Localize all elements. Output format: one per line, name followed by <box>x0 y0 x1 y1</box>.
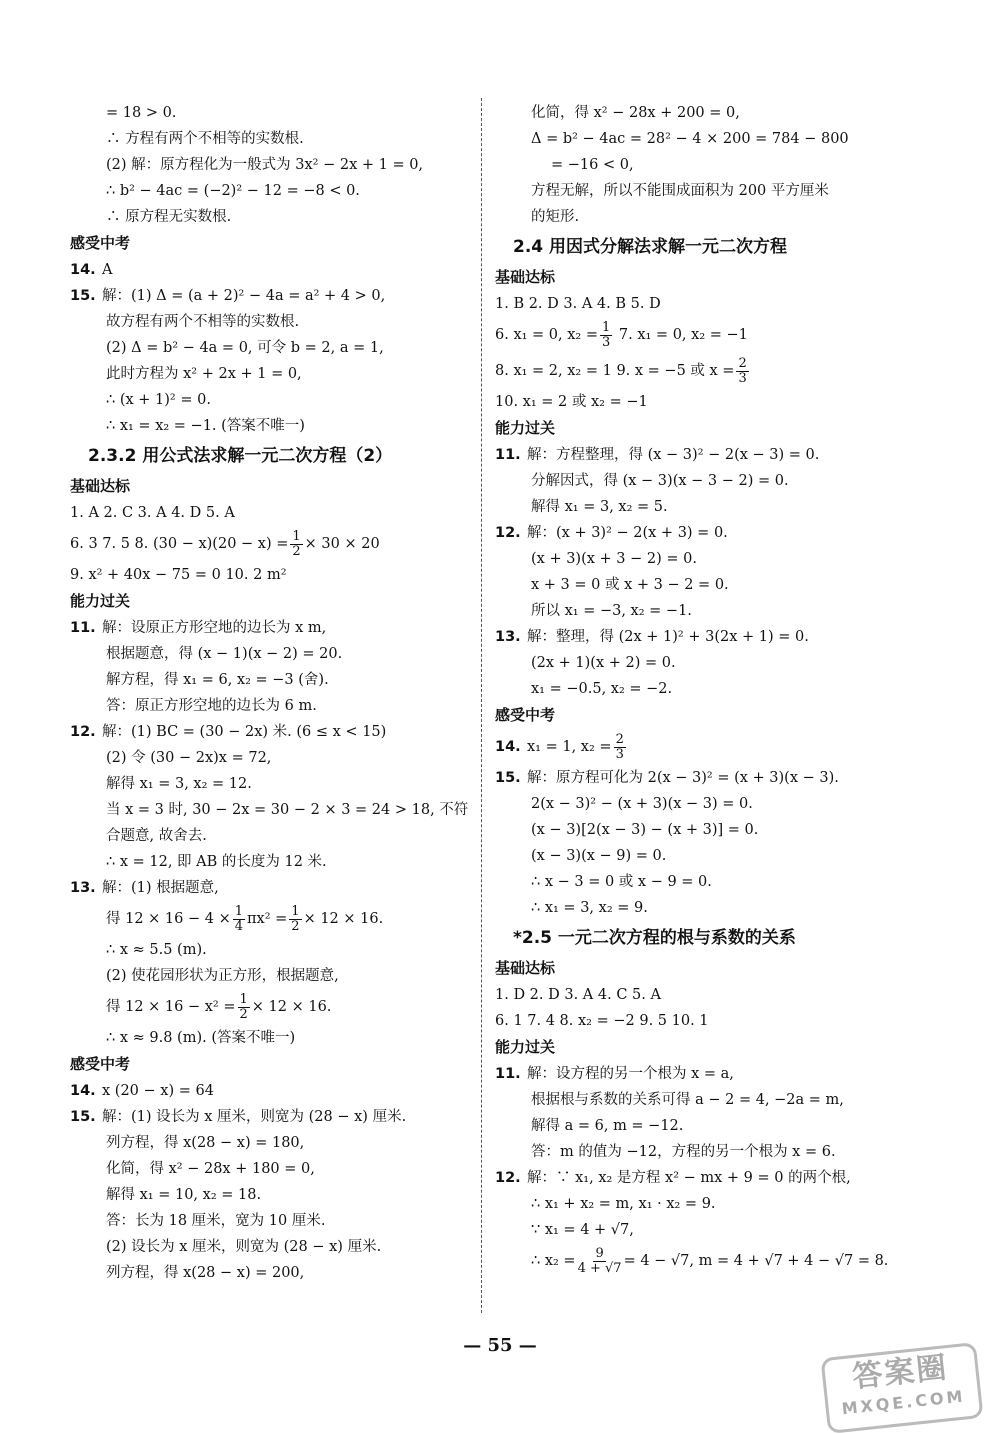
text-line: 2(x − 3)² − (x + 3)(x − 3) = 0. <box>531 796 753 812</box>
answer-line: 11. 解：设原正方形空地的边长为 x m, <box>70 620 327 636</box>
text-line: 解得 a = 6, m = −12. <box>531 1118 684 1134</box>
text-line: ∴ (x + 1)² = 0. <box>106 392 211 408</box>
section-heading: 感受中考 <box>70 1055 131 1073</box>
text-line: 化简，得 x² − 28x + 180 = 0, <box>106 1161 315 1177</box>
fraction: $\frac{9}{4 + √7}$ <box>577 1245 622 1276</box>
text-line: 当 x = 3 时, 30 − 2x = 30 − 2 × 3 = 24 > 18, 不符 <box>106 802 469 818</box>
answer-line: 12. 解：(1) BC = (30 − 2x) 米. (6 ≤ x < 15) <box>70 724 387 740</box>
watermark-url: MXQE.COM <box>840 1386 967 1419</box>
formula-line: ∴ x₂ = $\frac{9}{4 + √7}$ = 4 − √7, m = 4 + √7 + 4 − √7 = 8. <box>531 1245 889 1276</box>
answer-line: 11. 解：设方程的另一个根为 x = a, <box>495 1066 734 1082</box>
text-line: 答：长为 18 厘米，宽为 10 厘米. <box>106 1213 326 1229</box>
text-line: 化简，得 x² − 28x + 200 = 0, <box>531 105 740 121</box>
text-line: (2) 令 (30 − 2x)x = 72, <box>106 750 272 766</box>
fraction: $\frac{1}{3}$ <box>602 319 611 350</box>
section-heading: 基础达标 <box>70 477 131 495</box>
text-line: = 18 > 0. <box>106 105 177 121</box>
text-line: 根据根与系数的关系可得 a − 2 = 4, −2a = m, <box>531 1092 844 1108</box>
answer-line: 14. x (20 − x) = 64 <box>70 1083 214 1099</box>
text-line: (2) 使花园形状为正方形，根据题意, <box>106 968 339 984</box>
fraction: $\frac{1}{2}$ <box>239 991 248 1022</box>
answer-line: 10. x₁ = 2 或 x₂ = −1 <box>495 394 648 410</box>
text-line: 分解因式，得 (x − 3)(x − 3 − 2) = 0. <box>531 473 789 489</box>
text-line: 解方程，得 x₁ = 6, x₂ = −3 (舍). <box>106 672 329 688</box>
text-line: 故方程有两个不相等的实数根. <box>106 314 300 330</box>
fraction: $\frac{2}{3}$ <box>615 731 624 762</box>
text-line: ∴ x₁ + x₂ = m, x₁ · x₂ = 9. <box>531 1196 716 1212</box>
text-line: 解得 x₁ = 10, x₂ = 18. <box>106 1187 262 1203</box>
fraction: $\frac{2}{3}$ <box>738 355 747 386</box>
text-line: 答：原正方形空地的边长为 6 m. <box>106 698 317 714</box>
answer-line: 13. 解：(1) 根据题意, <box>70 880 219 896</box>
text-line: 此时方程为 x² + 2x + 1 = 0, <box>106 366 302 382</box>
section-title: 2.4 用因式分解法求解一元二次方程 <box>513 237 788 257</box>
formula-line: 得 12 × 16 − x² = $\frac{1}{2}$ × 12 × 16. <box>106 991 332 1022</box>
text-line: 方程无解，所以不能围成面积为 200 平方厘米 <box>531 183 829 199</box>
answer-line: 1. D 2. D 3. A 4. C 5. A <box>495 987 661 1003</box>
answer-line: 11. 解：方程整理，得 (x − 3)² − 2(x − 3) = 0. <box>495 447 820 463</box>
text-line: 解得 x₁ = 3, x₂ = 12. <box>106 776 252 792</box>
text-line: ∴ 方程有两个不相等的实数根. <box>106 131 304 147</box>
text-line: (x − 3)(x − 9) = 0. <box>531 848 667 864</box>
answer-line: 1. A 2. C 3. A 4. D 5. A <box>70 505 235 521</box>
section-heading: 基础达标 <box>495 268 556 286</box>
text-line: Δ = b² − 4ac = 28² − 4 × 200 = 784 − 800 <box>531 131 849 147</box>
column-divider <box>481 98 482 1313</box>
answer-line: 15. 解：原方程可化为 2(x − 3)² = (x + 3)(x − 3). <box>495 770 839 786</box>
answer-line: 9. x² + 40x − 75 = 0 10. 2 m² <box>70 567 287 583</box>
text-line: (x − 3)[2(x − 3) − (x + 3)] = 0. <box>531 822 759 838</box>
text-line: x₁ = −0.5, x₂ = −2. <box>531 681 673 697</box>
section-heading: 基础达标 <box>495 959 556 977</box>
text-line: 合题意, 故舍去. <box>106 828 207 844</box>
text-line: ∵ x₁ = 4 + √7, <box>531 1222 634 1238</box>
text-line: x + 3 = 0 或 x + 3 − 2 = 0. <box>531 577 729 593</box>
text-line: (x + 3)(x + 3 − 2) = 0. <box>531 551 697 567</box>
text-line: ∴ b² − 4ac = (−2)² − 12 = −8 < 0. <box>106 183 360 199</box>
answer-line: 6. 1 7. 4 8. x₂ = −2 9. 5 10. 1 <box>495 1013 709 1029</box>
text-line: ∴ x ≈ 9.8 (m). (答案不唯一) <box>106 1030 296 1046</box>
section-title: 2.3.2 用公式法求解一元二次方程（2） <box>88 446 393 466</box>
fraction: $\frac{1}{2}$ <box>291 903 300 934</box>
text-line: ∴ x₁ = x₂ = −1. (答案不唯一) <box>106 418 305 434</box>
section-heading: 能力过关 <box>495 419 556 437</box>
text-line: 所以 x₁ = −3, x₂ = −1. <box>531 603 692 619</box>
page-number: — 55 — <box>463 1335 537 1356</box>
answer-line: 1. B 2. D 3. A 4. B 5. D <box>495 296 661 312</box>
answer-line: 12. 解：(x + 3)² − 2(x + 3) = 0. <box>495 525 728 541</box>
text-line: 根据题意，得 (x − 1)(x − 2) = 20. <box>106 646 343 662</box>
answer-line: 13. 解：整理，得 (2x + 1)² + 3(2x + 1) = 0. <box>495 629 809 645</box>
fraction: $\frac{1}{2}$ <box>292 528 301 559</box>
fraction: $\frac{1}{4}$ <box>234 903 244 934</box>
text-line: (2) 解：原方程化为一般式为 3x² − 2x + 1 = 0, <box>106 157 424 173</box>
watermark-logo <box>820 1342 983 1434</box>
watermark-text: 答案圈 <box>850 1350 950 1396</box>
text-line: 的矩形. <box>531 209 580 225</box>
formula-line: 得 12 × 16 − 4 × $\frac{1}{4}$ πx² = $\frac{1}{2}$ × 12 × 16. <box>106 903 384 934</box>
answer-line: 15. 解：(1) Δ = (a + 2)² − 4a = a² + 4 > 0, <box>70 288 386 304</box>
text-line: (2x + 1)(x + 2) = 0. <box>531 655 676 671</box>
section-heading: 感受中考 <box>495 706 556 724</box>
answer-line: 14. A <box>70 262 113 278</box>
answer-line: 12. 解：∵ x₁, x₂ 是方程 x² − mx + 9 = 0 的两个根, <box>495 1170 851 1186</box>
text-line: ∴ 原方程无实数根. <box>106 209 232 225</box>
text-line: (2) 设长为 x 厘米，则宽为 (28 − x) 厘米. <box>106 1239 382 1255</box>
text-line: ∴ x ≈ 5.5 (m). <box>106 942 207 958</box>
text-line: 解得 x₁ = 3, x₂ = 5. <box>531 499 668 515</box>
text-line: ∴ x₁ = 3, x₂ = 9. <box>531 900 648 916</box>
right-column <box>495 100 895 1279</box>
text-line: = −16 < 0, <box>551 157 634 173</box>
text-line: 列方程，得 x(28 − x) = 200, <box>106 1265 305 1281</box>
answer-line: 6. 3 7. 5 8. (30 − x)(20 − x) = $\frac{1}{2}$ × 30 × 20 <box>70 528 380 559</box>
answer-line: 8. x₁ = 2, x₂ = 1 9. x = −5 或 x = $\frac{2}{3}$ <box>495 355 747 386</box>
section-heading: 感受中考 <box>70 234 131 252</box>
text-line: 列方程，得 x(28 − x) = 180, <box>106 1135 305 1151</box>
left-column <box>70 100 469 1286</box>
answer-line: 15. 解：(1) 设长为 x 厘米，则宽为 (28 − x) 厘米. <box>70 1109 407 1125</box>
text-line: (2) Δ = b² − 4a = 0, 可令 b = 2, a = 1, <box>106 340 384 356</box>
text-line: ∴ x − 3 = 0 或 x − 9 = 0. <box>531 874 712 890</box>
text-line: 答：m 的值为 −12，方程的另一个根为 x = 6. <box>531 1144 836 1160</box>
section-heading: 能力过关 <box>70 592 131 610</box>
section-title: *2.5 一元二次方程的根与系数的关系 <box>513 928 796 948</box>
section-heading: 能力过关 <box>495 1038 556 1056</box>
answer-line: 14. x₁ = 1, x₂ = $\frac{2}{3}$ <box>495 731 624 762</box>
text-line: ∴ x = 12, 即 AB 的长度为 12 米. <box>106 854 327 870</box>
answer-line: 6. x₁ = 0, x₂ = $\frac{1}{3}$ 7. x₁ = 0, x₂ = −1 <box>495 319 748 350</box>
